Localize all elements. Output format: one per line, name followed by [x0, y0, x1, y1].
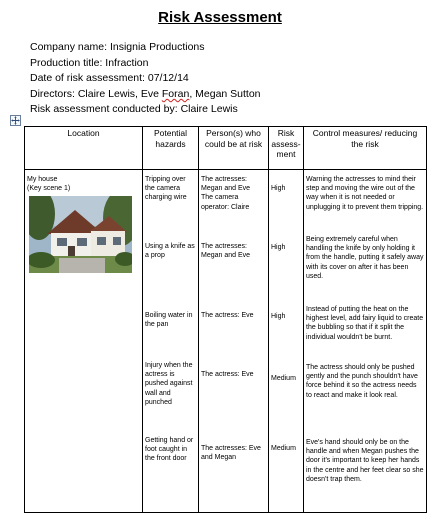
hazard-item: Tripping over the camera charging wire	[145, 176, 187, 202]
document-title: Risk Assessment	[158, 9, 282, 26]
production-title-line: Production title: Infraction	[30, 56, 149, 69]
hazards-cell	[143, 174, 199, 513]
table-row	[25, 174, 427, 513]
conducted-by-line: Risk assessment conducted by: Claire Lewis	[30, 103, 238, 116]
risk-level: Medium	[271, 445, 296, 452]
directors-text: Directors: Claire Lewis, Eve	[30, 87, 162, 100]
header-potential-hazards: Potential hazards	[143, 127, 199, 170]
directors-text-end: , Megan Sutton	[189, 87, 261, 100]
persons-item: The actresses: Eve and Megan	[201, 445, 261, 462]
risk-level: High	[271, 313, 286, 320]
control-measure-item: Warning the actresses to mind their step and moving the wire out of the way when it is not needed or unplugging it to prevent them tripping.	[306, 176, 424, 211]
persons-item: The actress: Eve	[201, 312, 254, 319]
control-measure-item: Being extremely careful when handling the knife by only holding it from the handle, putting it safely away with its cover on after it has been used.	[306, 236, 424, 280]
misspelled-word[interactable]: Foran	[161, 87, 190, 100]
location-cell	[25, 174, 143, 513]
control-measure-item: Instead of putting the heat on the highest level, add fairy liquid to create the bubbling so that if it split the individual wouldn't be burnt.	[306, 306, 424, 341]
project-info	[30, 40, 261, 118]
header-risk-assessment: Risk assess-ment	[269, 127, 304, 170]
hazard-item: Injury when the actress is pushed against wall and punched	[145, 362, 193, 406]
hazard-item: Boiling water in the pan	[145, 312, 193, 329]
location-text: My house (Key scene 1)	[27, 176, 71, 193]
persons-item: The actresses: Megan and Eve	[201, 243, 251, 260]
control-measures-cell	[304, 174, 427, 513]
risk-assessment-table	[24, 126, 427, 513]
hazard-item: Getting hand or foot caught in the front door	[145, 437, 194, 463]
risk-cell	[269, 174, 304, 513]
house-photo	[29, 196, 132, 273]
persons-item: The actress: Eve	[201, 371, 254, 378]
header-persons-at-risk: Person(s) who could be at risk	[199, 127, 269, 170]
hazard-item: Using a knife as a prop	[145, 243, 195, 260]
directors-line	[30, 87, 261, 103]
header-location: Location	[25, 127, 143, 170]
table-move-handle-icon[interactable]	[10, 115, 21, 126]
assessment-date-line: Date of risk assessment: 07/12/14	[30, 72, 189, 85]
control-measure-item: Eve's hand should only be on the handle and when Megan pushes the door it's important to keep her hands in the centre and her feet clear so she doesn't trap them.	[306, 439, 424, 483]
control-measure-item: The actress should only be pushed gently and the punch shouldn't have force behind it so the actress needs to react and make it look real.	[306, 364, 418, 399]
company-name-line: Company name: Insignia Productions	[30, 41, 205, 53]
risk-level: High	[271, 244, 286, 251]
risk-level: Medium	[271, 375, 296, 382]
risk-level: High	[271, 185, 286, 192]
header-control-measures: Control measures/ reducing the risk	[304, 127, 427, 170]
persons-cell	[199, 174, 269, 513]
table-header-row	[25, 127, 427, 170]
persons-item: The actresses: Megan and Eve The camera operator: Claire	[201, 176, 251, 211]
